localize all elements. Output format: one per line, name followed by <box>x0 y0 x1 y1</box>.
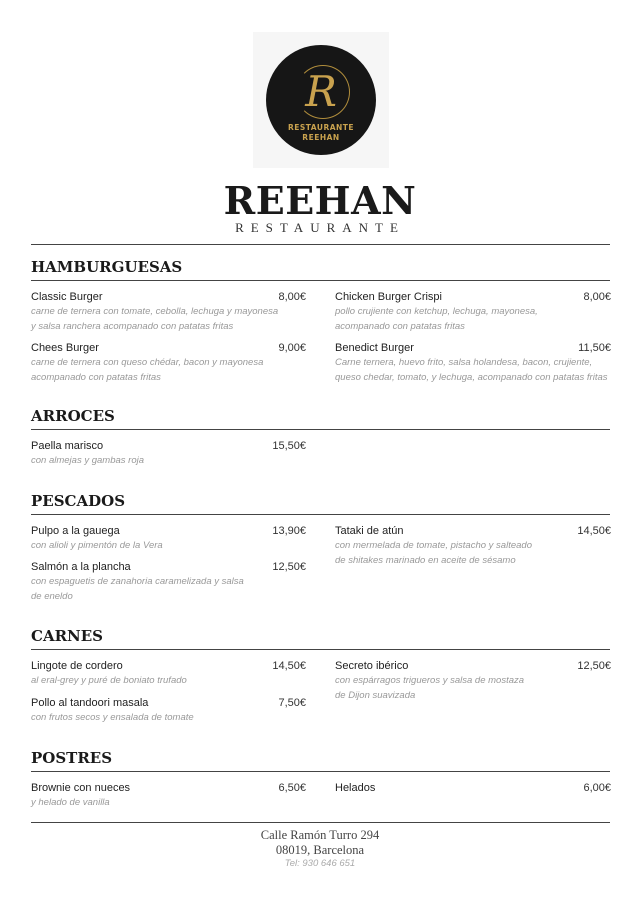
item-description: con frutos secos y ensalada de tomate <box>31 712 194 723</box>
restaurant-subtitle: RESTAURANTE <box>235 220 405 235</box>
item-description: y salsa ranchera acompanado con patatas fritas <box>31 320 234 332</box>
item-description: con espaguetis de zanahoria caramelizada y salsa <box>31 576 244 587</box>
section-divider <box>31 771 610 772</box>
item-description: acompanado con patatas fritas <box>31 371 161 383</box>
item-price: 6,00€ <box>583 782 611 794</box>
section-title: PESCADOS <box>31 492 126 510</box>
logo-disc <box>266 45 376 155</box>
item-description: acompanado con patatas fritas <box>335 320 465 332</box>
item-price: 12,50€ <box>577 660 611 672</box>
item-description: de eneldo <box>31 590 73 602</box>
header-divider <box>31 244 610 245</box>
logo-text-line1: RESTAURANTE <box>287 123 355 132</box>
section-divider <box>31 649 610 650</box>
item-description: pollo crujiente con ketchup, lechuga, mayonesa, <box>335 306 538 317</box>
menu-item <box>335 780 611 796</box>
item-name: Pollo al tandoori masala <box>31 697 149 709</box>
menu-item <box>335 658 611 703</box>
address-line1: Calle Ramón Turro 294 <box>260 828 380 842</box>
item-name: Lingote de cordero <box>31 660 123 672</box>
item-name: Salmón a la plancha <box>31 561 131 573</box>
item-description: con mermelada de tomate, pistacho y salteado <box>335 540 532 551</box>
menu-item <box>31 695 306 726</box>
logo-text-line2: REEHAN <box>302 133 340 142</box>
item-price: 13,90€ <box>272 525 306 537</box>
item-name: Paella marisco <box>31 440 104 452</box>
section-divider <box>31 514 610 515</box>
section-divider <box>31 280 610 281</box>
menu-item <box>335 340 611 385</box>
item-name: Classic Burger <box>31 291 103 303</box>
item-price: 14,50€ <box>577 525 611 537</box>
phone-number: Tel: 930 646 651 <box>284 858 356 869</box>
item-price: 8,00€ <box>583 291 611 303</box>
menu-item <box>31 559 306 604</box>
item-name: Chicken Burger Crispi <box>335 291 442 303</box>
section-divider <box>31 429 610 430</box>
item-name: Helados <box>335 782 376 794</box>
item-description: al eral-grey y puré de boniato trufado <box>31 675 187 686</box>
item-description: carne de ternera con tomate, cebolla, lechuga y mayonesa <box>31 306 279 317</box>
section-title: HAMBURGUESAS <box>31 258 183 276</box>
item-price: 15,50€ <box>272 440 306 452</box>
item-description: y helado de vanilla <box>31 797 110 808</box>
item-name: Chees Burger <box>31 342 99 354</box>
item-name: Pulpo a la gauega <box>31 525 120 537</box>
menu-item <box>335 523 611 568</box>
item-price: 8,00€ <box>278 291 306 303</box>
item-description: carne de ternera con queso chédar, bacon y mayonesa <box>31 357 264 368</box>
item-name: Brownie con nueces <box>31 782 131 794</box>
footer-divider <box>31 822 610 823</box>
item-description: con almejas y gambas roja <box>31 455 144 466</box>
item-price: 6,50€ <box>278 782 306 794</box>
menu-item <box>31 658 306 689</box>
item-price: 12,50€ <box>272 561 306 573</box>
restaurant-name: REEHAN <box>223 178 417 223</box>
address-line2: 08019, Barcelona <box>275 843 365 857</box>
restaurant-logo <box>253 32 389 168</box>
item-price: 7,50€ <box>278 697 306 709</box>
menu-item <box>31 438 306 469</box>
menu-item <box>31 340 306 385</box>
item-description: de shitakes marinado en aceite de sésamo <box>335 554 516 566</box>
logo-monogram: R <box>305 67 337 116</box>
item-description: con espárragos trigueros y salsa de mostaza <box>335 675 525 686</box>
section-title: POSTRES <box>31 749 113 767</box>
item-name: Benedict Burger <box>335 342 414 354</box>
item-description: de Dijon suavizada <box>335 689 416 701</box>
section-title: ARROCES <box>31 407 115 425</box>
item-description: queso chedar, tomato, y lechuga, acompanado con patatas fritas <box>335 371 608 383</box>
item-name: Tataki de atún <box>335 525 404 537</box>
item-description: con alioli y pimentón de la Vera <box>31 540 163 551</box>
menu-item <box>31 523 306 554</box>
item-price: 14,50€ <box>272 660 306 672</box>
section-title: CARNES <box>31 627 104 645</box>
item-name: Secreto ibérico <box>335 660 409 672</box>
menu-item <box>31 289 306 334</box>
item-price: 11,50€ <box>578 342 611 354</box>
item-price: 9,00€ <box>278 342 306 354</box>
item-description: Carne ternera, huevo frito, salsa holandesa, bacon, crujiente, <box>335 357 593 368</box>
menu-item <box>335 289 611 334</box>
menu-item <box>31 780 306 811</box>
